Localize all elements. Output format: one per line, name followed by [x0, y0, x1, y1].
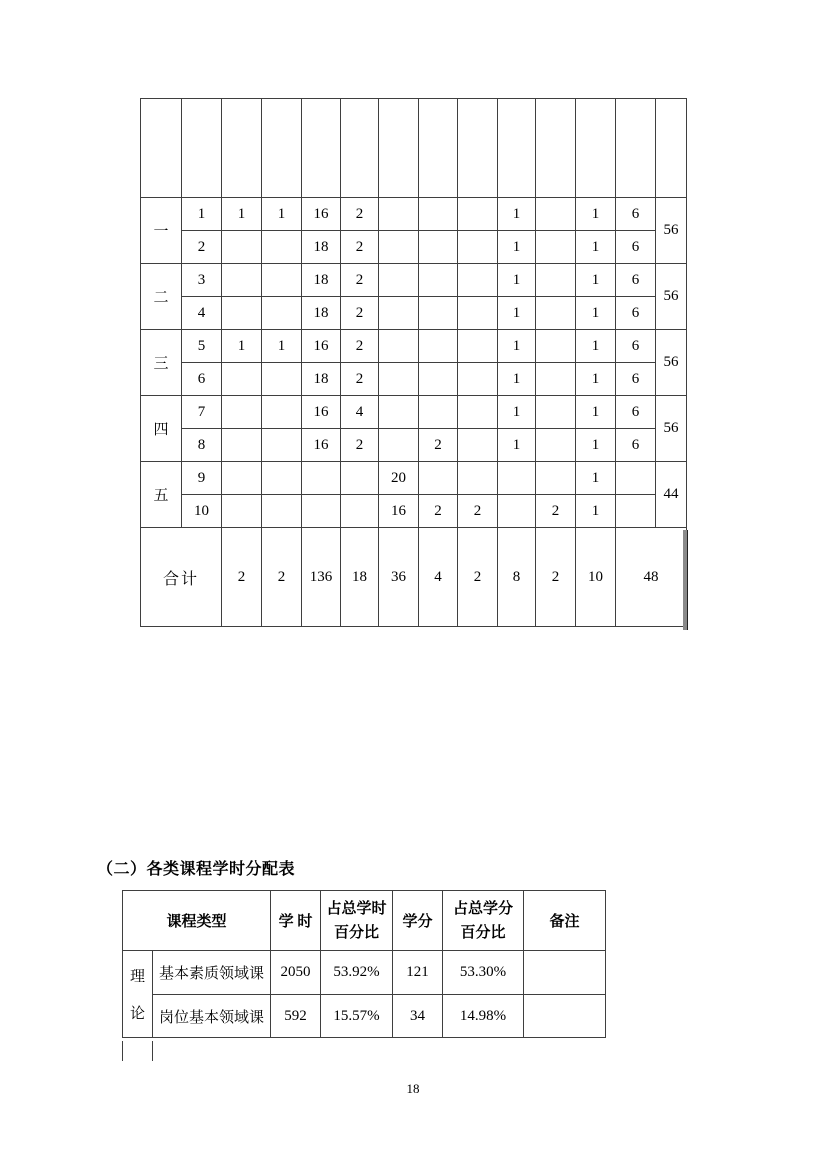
cell: 18	[302, 363, 341, 396]
course-type-cell: 岗位基本领域课	[153, 995, 271, 1038]
cell: 3	[182, 264, 222, 297]
cell: 5	[182, 330, 222, 363]
cell: 18	[302, 264, 341, 297]
table-row	[141, 429, 687, 462]
cell	[458, 330, 498, 363]
vertical-label	[123, 965, 152, 1023]
group-label-cell: 一	[141, 198, 182, 264]
cell: 2	[419, 429, 458, 462]
section-title: （二）各类课程学时分配表	[97, 861, 296, 878]
table-row	[123, 951, 606, 995]
totals-row	[141, 528, 687, 627]
cell	[419, 297, 458, 330]
header-row	[123, 891, 606, 951]
cell	[536, 429, 576, 462]
cell: 1	[576, 297, 616, 330]
cell: 4	[182, 297, 222, 330]
total-cell: 2	[536, 528, 576, 627]
cell: 6	[616, 330, 656, 363]
cell: 1	[222, 330, 262, 363]
credits-pct-cell: 53.30%	[443, 951, 524, 995]
cell	[536, 396, 576, 429]
cell	[379, 264, 419, 297]
group-label-cell: 二	[141, 264, 182, 330]
cell: 6	[616, 363, 656, 396]
cell	[458, 462, 498, 495]
hours-pct-cell: 53.92%	[321, 951, 393, 995]
cell	[302, 495, 341, 528]
cell	[379, 396, 419, 429]
page-number: 18	[406, 1081, 420, 1096]
cell: 20	[379, 462, 419, 495]
cell: 9	[182, 462, 222, 495]
cell: 16	[302, 198, 341, 231]
cell	[222, 462, 262, 495]
cell	[222, 264, 262, 297]
table-continuation-line	[122, 1041, 123, 1061]
table-continuation-line	[152, 1041, 153, 1061]
cell: 1	[576, 495, 616, 528]
cell: 1	[498, 231, 536, 264]
cell	[458, 396, 498, 429]
cell: 1	[262, 330, 302, 363]
cell	[262, 429, 302, 462]
header-line: 百分比	[460, 924, 506, 941]
cell: 2	[182, 231, 222, 264]
cell	[498, 495, 536, 528]
cell: 1	[576, 264, 616, 297]
cell	[341, 462, 379, 495]
cell: 1	[222, 198, 262, 231]
cell: 2	[341, 264, 379, 297]
cell	[419, 264, 458, 297]
cell: 1	[498, 396, 536, 429]
total-cell: 10	[576, 528, 616, 627]
cell	[419, 198, 458, 231]
cell: 6	[616, 231, 656, 264]
cell: 2	[341, 363, 379, 396]
cell: 1	[576, 330, 616, 363]
col-header-credits-pct	[443, 891, 524, 951]
cell: 1	[576, 231, 616, 264]
cell: 2	[341, 429, 379, 462]
col-header-note: 备注	[524, 891, 606, 951]
col-header-hours-pct	[321, 891, 393, 951]
cell: 1	[498, 264, 536, 297]
cell: 8	[182, 429, 222, 462]
course-type-cell: 基本素质领域课	[153, 951, 271, 995]
cell	[458, 231, 498, 264]
total-cell: 48	[616, 528, 687, 627]
table-row	[141, 198, 687, 231]
col-header-hours: 学 时	[271, 891, 321, 951]
col-header-course-type: 课程类型	[123, 891, 271, 951]
group-total-cell: 56	[656, 264, 687, 330]
cell	[262, 363, 302, 396]
cell	[222, 429, 262, 462]
cell	[379, 198, 419, 231]
note-cell	[524, 951, 606, 995]
cell	[262, 462, 302, 495]
cell: 1	[498, 363, 536, 396]
cell: 10	[182, 495, 222, 528]
credits-pct-cell: 14.98%	[443, 995, 524, 1038]
cell: 2	[341, 198, 379, 231]
credits-cell: 121	[393, 951, 443, 995]
cell: 16	[302, 396, 341, 429]
cell: 1	[576, 198, 616, 231]
cell	[262, 495, 302, 528]
credits-cell: 34	[393, 995, 443, 1038]
cell	[458, 297, 498, 330]
hours-cell: 592	[271, 995, 321, 1038]
cell: 2	[341, 330, 379, 363]
cell	[222, 363, 262, 396]
cell	[262, 297, 302, 330]
cell: 2	[341, 297, 379, 330]
total-cell: 4	[419, 528, 458, 627]
cell	[458, 429, 498, 462]
hours-cell: 2050	[271, 951, 321, 995]
cell: 1	[576, 429, 616, 462]
cell	[419, 330, 458, 363]
total-cell: 2	[222, 528, 262, 627]
col-header-credits: 学分	[393, 891, 443, 951]
cell: 1	[498, 429, 536, 462]
cell	[341, 495, 379, 528]
group-total-cell: 56	[656, 198, 687, 264]
category-label-cell	[123, 951, 153, 1038]
cell	[262, 264, 302, 297]
cell	[616, 462, 656, 495]
cell	[616, 495, 656, 528]
cell	[302, 462, 341, 495]
cell	[379, 363, 419, 396]
cell: 1	[576, 462, 616, 495]
cell	[262, 396, 302, 429]
label-char: 理	[129, 969, 145, 985]
group-label-cell: 五	[141, 462, 182, 528]
note-cell	[524, 995, 606, 1038]
cell: 1	[498, 198, 536, 231]
cell	[536, 462, 576, 495]
table-row	[141, 396, 687, 429]
cell: 16	[302, 429, 341, 462]
cell	[262, 231, 302, 264]
cell	[498, 462, 536, 495]
total-cell: 136	[302, 528, 341, 627]
group-label-cell: 四	[141, 396, 182, 462]
table-row	[141, 330, 687, 363]
cell: 2	[536, 495, 576, 528]
cell	[458, 264, 498, 297]
cell	[379, 429, 419, 462]
cell	[419, 363, 458, 396]
cell: 16	[379, 495, 419, 528]
cell: 6	[616, 396, 656, 429]
cell: 1	[498, 330, 536, 363]
cell	[536, 363, 576, 396]
cell	[379, 231, 419, 264]
hours-pct-cell: 15.57%	[321, 995, 393, 1038]
total-cell: 2	[458, 528, 498, 627]
cell	[536, 297, 576, 330]
cell: 1	[576, 396, 616, 429]
table-row	[141, 495, 687, 528]
header-line: 百分比	[334, 924, 380, 941]
cell	[536, 198, 576, 231]
table-row	[141, 363, 687, 396]
course-hours-table	[122, 890, 606, 1038]
cell	[419, 396, 458, 429]
cell: 2	[419, 495, 458, 528]
cell: 6	[616, 429, 656, 462]
cell: 6	[616, 198, 656, 231]
cell: 1	[182, 198, 222, 231]
total-cell: 8	[498, 528, 536, 627]
cell	[222, 297, 262, 330]
total-cell: 36	[379, 528, 419, 627]
header-line: 占总学分	[453, 900, 514, 917]
cell: 2	[458, 495, 498, 528]
table-edge-band	[683, 530, 688, 630]
cell: 4	[341, 396, 379, 429]
cell	[536, 231, 576, 264]
cell	[379, 297, 419, 330]
cell: 18	[302, 297, 341, 330]
table-row	[123, 995, 606, 1038]
table-row	[141, 231, 687, 264]
cell: 1	[262, 198, 302, 231]
cell	[379, 330, 419, 363]
table-row	[141, 264, 687, 297]
label-char: 论	[129, 1006, 145, 1022]
cell	[222, 396, 262, 429]
group-total-cell: 56	[656, 330, 687, 396]
semester-hours-table	[140, 98, 687, 627]
cell: 6	[616, 264, 656, 297]
cell	[419, 462, 458, 495]
cell	[222, 231, 262, 264]
group-label-cell: 三	[141, 330, 182, 396]
cell	[222, 495, 262, 528]
cell	[536, 330, 576, 363]
total-cell: 2	[262, 528, 302, 627]
cell: 6	[616, 297, 656, 330]
cell	[458, 198, 498, 231]
cell	[536, 264, 576, 297]
totals-label-cell: 合计	[141, 528, 222, 627]
table-continuation-gap	[123, 1039, 151, 1043]
cell: 1	[498, 297, 536, 330]
cell: 18	[302, 231, 341, 264]
total-cell: 18	[341, 528, 379, 627]
cell: 1	[576, 363, 616, 396]
header-line: 占总学时	[326, 900, 387, 917]
group-total-cell: 56	[656, 396, 687, 462]
cell	[419, 231, 458, 264]
table-row	[141, 297, 687, 330]
table-row	[141, 462, 687, 495]
cell: 16	[302, 330, 341, 363]
cell: 7	[182, 396, 222, 429]
cell	[458, 363, 498, 396]
cell: 2	[341, 231, 379, 264]
header-row	[141, 99, 687, 198]
group-total-cell: 44	[656, 462, 687, 528]
cell: 6	[182, 363, 222, 396]
